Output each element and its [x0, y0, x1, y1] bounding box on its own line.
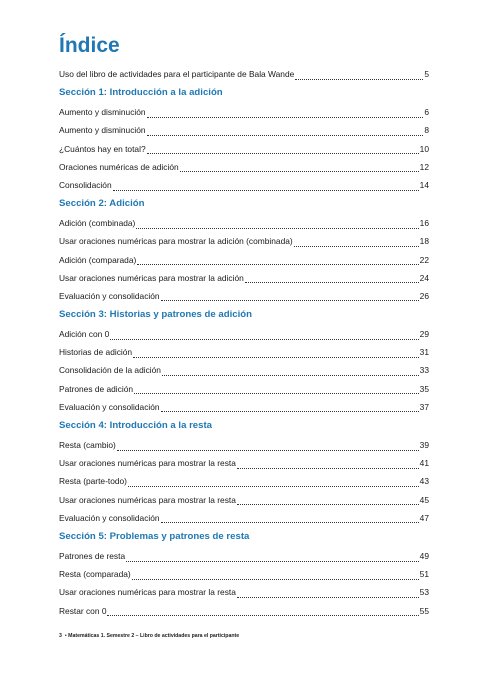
dot-leader: [147, 111, 424, 118]
toc-entry-page: 5: [424, 69, 429, 79]
toc-entry-label: Consolidación: [59, 179, 112, 190]
dot-leader: [133, 351, 419, 358]
toc-entry[interactable]: [59, 509, 429, 527]
toc-entry[interactable]: [59, 158, 429, 176]
toc-entry-page: 12: [419, 161, 429, 172]
dot-leader: [113, 184, 419, 191]
toc-entry-label: Adición (combinada): [59, 218, 136, 229]
dot-leader: [162, 369, 419, 376]
toc-entry-label: Aumento y disminución: [59, 107, 146, 118]
toc-entry[interactable]: [59, 103, 429, 121]
toc-entry[interactable]: [59, 214, 429, 232]
dot-leader: [147, 129, 424, 136]
toc-entry-page: 6: [424, 107, 429, 118]
toc-entry-page: 35: [419, 383, 429, 394]
toc-entry-page: 39: [419, 440, 429, 450]
toc-entry[interactable]: [59, 176, 429, 194]
footer-separator: •: [64, 633, 67, 639]
dot-leader: [128, 480, 419, 487]
dot-leader: [180, 165, 419, 172]
toc-entry-label: Adición con 0: [59, 329, 110, 340]
toc-entry-label: Resta (parte-todo): [59, 476, 127, 487]
toc-entry-page: 31: [419, 347, 429, 358]
toc-entry-page: 33: [419, 365, 429, 376]
toc-entry-page: 51: [419, 569, 429, 580]
section-heading-3: Sección 3: Historias y patrones de adición: [59, 309, 252, 321]
toc-entry[interactable]: [59, 380, 429, 398]
toc-entry[interactable]: [59, 140, 429, 158]
section-heading-2: Sección 2: Adición: [59, 198, 145, 210]
toc-entry-page: 37: [419, 401, 429, 412]
toc-entry-label: Adición (comparada): [59, 254, 137, 265]
toc-entry-page: 18: [419, 236, 429, 247]
toc-entry[interactable]: [59, 361, 429, 379]
footer-text: Matemáticas 1. Semestre 2 – Libro de actividades para el participante: [68, 633, 240, 639]
toc-entry[interactable]: [59, 287, 429, 305]
toc-entry-page: 45: [419, 494, 429, 505]
toc-entry-label: Uso del libro de actividades para el participante de Bala Wande: [59, 69, 295, 79]
section-heading-4: Sección 4: Introducción a la resta: [59, 420, 213, 431]
toc-entry-label: Evaluación y consolidación: [59, 512, 160, 523]
toc-entry-page: 55: [419, 605, 429, 616]
toc-entry-label: Resta (cambio): [59, 440, 116, 450]
toc-entry[interactable]: [59, 251, 429, 269]
toc-entry-page: 49: [419, 550, 429, 561]
page-title: Índice: [59, 34, 120, 57]
toc-entry-intro[interactable]: [59, 65, 429, 83]
toc-entry-label: Evaluación y consolidación: [59, 290, 160, 301]
toc-entry[interactable]: [59, 472, 429, 490]
toc-entry-page: 29: [419, 329, 429, 340]
toc-entry-label: Usar oraciones numéricas para mostrar la resta: [59, 458, 236, 469]
toc-entry-label: Usar oraciones numéricas para mostrar la adición: [59, 272, 244, 283]
dot-leader: [295, 73, 423, 80]
toc-entry[interactable]: [59, 565, 429, 583]
dot-leader: [117, 444, 419, 451]
dot-leader: [245, 276, 419, 283]
dot-leader: [134, 387, 419, 394]
toc-entry[interactable]: [59, 232, 429, 250]
toc-entry[interactable]: [59, 436, 429, 454]
dot-leader: [110, 333, 418, 340]
toc-entry-page: 22: [419, 254, 429, 265]
toc-entry-label: Usar oraciones numéricas para mostrar la resta: [59, 587, 236, 598]
dot-leader: [294, 240, 419, 247]
toc-entry[interactable]: [59, 491, 429, 509]
toc-entry-page: 24: [419, 272, 429, 283]
dot-leader: [161, 516, 419, 523]
toc-entry-page: 14: [419, 179, 429, 190]
toc-entry-label: Oraciones numéricas de adición: [59, 161, 179, 172]
toc-entry-page: 26: [419, 290, 429, 301]
toc-entry[interactable]: [59, 602, 429, 620]
toc-entry[interactable]: [59, 269, 429, 287]
dot-leader: [137, 258, 418, 265]
toc-entry-label: Patrones de resta: [59, 550, 126, 561]
dot-leader: [237, 498, 419, 505]
dot-leader: [132, 573, 419, 580]
toc-entry-label: Evaluación y consolidación: [59, 401, 160, 412]
section-heading-1: Sección 1: Introducción a la adición: [59, 87, 223, 99]
toc-entry-label: Resta (comparada): [59, 569, 131, 580]
toc-entry-page: 16: [419, 218, 429, 229]
toc-entry[interactable]: [59, 343, 429, 361]
toc-entry-page: 41: [419, 458, 429, 469]
toc-entry-label: Patrones de adición: [59, 383, 134, 394]
dot-leader: [161, 294, 419, 301]
toc-entry[interactable]: [59, 583, 429, 601]
table-of-contents: [59, 34, 429, 620]
toc-entry[interactable]: [59, 398, 429, 416]
toc-entry-label: Consolidación de la adición: [59, 365, 161, 376]
toc-entry-label: ¿Cuántos hay en total?: [59, 143, 146, 154]
dot-leader: [147, 147, 419, 154]
toc-entry-label: Usar oraciones numéricas para mostrar la resta: [59, 494, 236, 505]
toc-entry-page: 8: [424, 125, 429, 136]
dot-leader: [107, 609, 418, 616]
toc-entry-page: 43: [419, 476, 429, 487]
dot-leader: [126, 555, 419, 562]
toc-entry-label: Restar con 0: [59, 605, 107, 616]
footer-page-number: 3: [59, 633, 62, 639]
toc-entry[interactable]: [59, 325, 429, 343]
toc-entry-page: 47: [419, 512, 429, 523]
dot-leader: [237, 591, 419, 598]
toc-entry[interactable]: [59, 547, 429, 565]
toc-entry-page: 10: [419, 143, 429, 154]
dot-leader: [237, 462, 419, 469]
toc-entry-page: 53: [419, 587, 429, 598]
section-heading-5: Sección 5: Problemas y patrones de resta: [59, 530, 250, 542]
page-footer: [59, 633, 239, 639]
toc-entry-label: Aumento y disminución: [59, 125, 146, 136]
toc-entry[interactable]: [59, 121, 429, 139]
dot-leader: [161, 405, 419, 412]
toc-entry[interactable]: [59, 454, 429, 472]
toc-entry-label: Historias de adición: [59, 347, 133, 358]
dot-leader: [136, 222, 418, 229]
toc-entry-label: Usar oraciones numéricas para mostrar la adición (combinada): [59, 236, 293, 247]
